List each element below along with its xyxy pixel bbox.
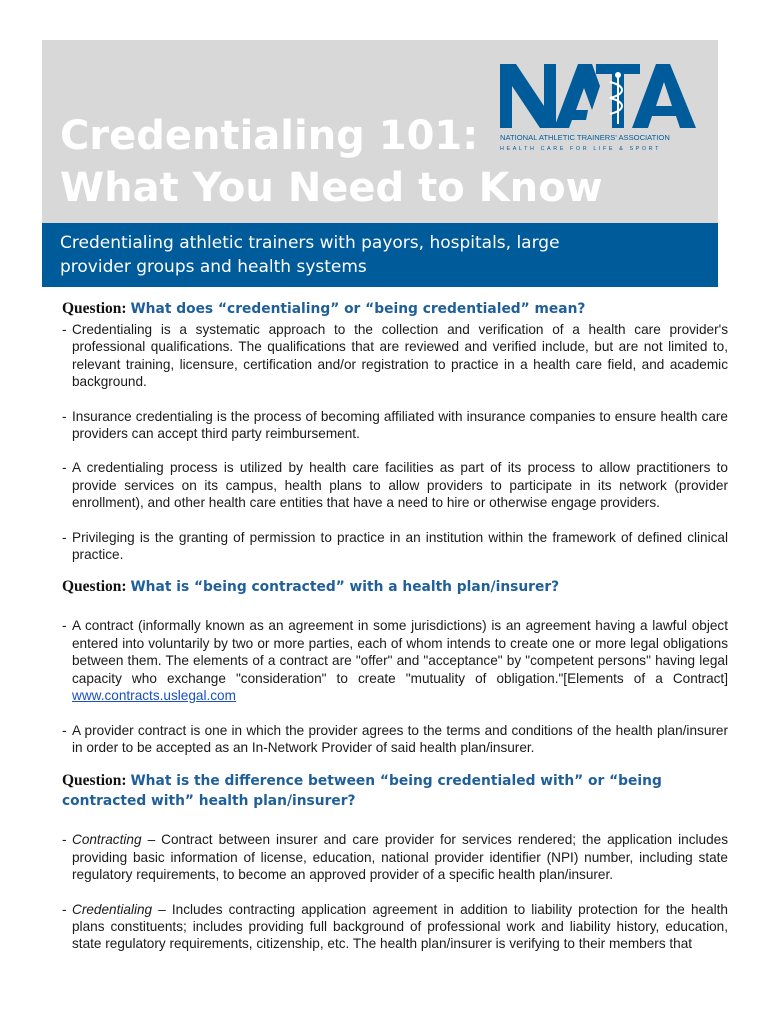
list-item: - A credentialing process is utilized by health care facilities as part of its process to allow practitioners to provide services on its campus, health plans to allow providers to participate in its network (provider enrollment), and other health care entities that have a need to hire or otherwise engage providers. bbox=[62, 460, 728, 511]
document-body bbox=[62, 299, 728, 953]
question-text: What is the difference between “being credentialed with” or “being contracted with” health plan/insurer? bbox=[62, 773, 662, 810]
list-item: - A provider contract is one in which the provider agrees to the terms and conditions of the health plan/insurer in order to be accepted as an In-Network Provider of said health plan/insurer. bbox=[62, 722, 728, 755]
title-line-2: What You Need to Know bbox=[60, 165, 603, 211]
question-3 bbox=[62, 771, 728, 811]
list-item: - Credentialing – Includes contracting application agreement in addition to liability protection for the health plans constituents; includes providing full background of professional work and liability history, education, state regulatory requirements, citizenship, etc. The health plan/insurer is verifying to their members that bbox=[62, 901, 728, 952]
logo-name: NATIONAL ATHLETIC TRAINERS' ASSOCIATION bbox=[500, 133, 670, 142]
header-panel bbox=[42, 40, 718, 223]
question-2 bbox=[62, 577, 728, 597]
nata-logo-mark bbox=[492, 58, 704, 162]
logo-tagline: HEALTH CARE FOR LIFE & SPORT bbox=[500, 146, 661, 152]
banner-line-2: provider groups and health systems bbox=[60, 257, 367, 277]
question-text: What does “credentialing” or “being credentialed” mean? bbox=[130, 301, 586, 317]
contracts-link[interactable]: www.contracts.uslegal.com bbox=[72, 688, 236, 704]
question-label: Question: bbox=[62, 772, 127, 790]
list-item: - Contracting – Contract between insurer and care provider for services rendered; the application includes providing basic information of license, education, national provider identifier (NPI) number, including state regulatory requirements, to become an approved provider of a specific health plan/insurer. bbox=[62, 832, 728, 883]
banner-line-1: Credentialing athletic trainers with payors, hospitals, large bbox=[60, 233, 560, 253]
list-item: - Insurance credentialing is the process of becoming affiliated with insurance companies to ensure health care providers can accept third party reimbursement. bbox=[62, 408, 728, 442]
question-label: Question: bbox=[62, 300, 127, 317]
question-label: Question: bbox=[62, 578, 127, 596]
term: Contracting bbox=[72, 832, 142, 848]
list-item: - Privileging is the granting of permission to practice in an institution within the framework of defined clinical practice. bbox=[62, 529, 728, 563]
question-text: What is “being contracted” with a health plan/insurer? bbox=[130, 579, 560, 596]
nata-logo bbox=[492, 58, 704, 162]
term: Credentialing bbox=[72, 901, 153, 917]
banner-text bbox=[60, 231, 700, 279]
subtitle-banner bbox=[42, 223, 718, 287]
question-1 bbox=[62, 299, 728, 319]
list-item: - Credentialing is a systematic approach to the collection and verification of a health care provider's professional qualifications. The qualifications that are reviewed and verified include, but are not limited to, relevant training, licensure, certification and/or registration to practice in a health care field, and academic background. bbox=[62, 322, 728, 390]
list-item: - A contract (informally known as an agreement in some jurisdictions) is an agreement having a lawful object entered into voluntarily by two or more parties, each of whom intends to create one or more legal obligations between them. The elements of a contract are "offer" and "acceptance" by "competent persons" having legal capacity who exchange "consideration" to create "mutuality of obligation."[Elements of a Contract] www.contracts.uslegal.com bbox=[62, 618, 728, 704]
title-line-1: Credentialing 101: bbox=[60, 113, 479, 159]
